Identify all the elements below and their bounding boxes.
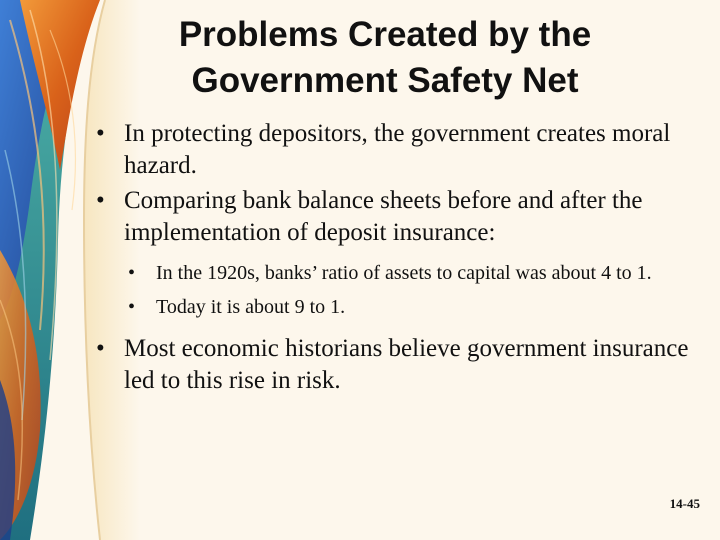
bullet-text: Most economic historians believe government insurance led to this rise in risk. [124,335,689,394]
bullet-marker: • [96,187,105,214]
slide-title-line-1: Problems Created by the [178,15,592,54]
sub-bullet-text: Today it is about 9 to 1. [156,296,346,318]
bullet-marker: • [96,335,105,362]
page-number: 14-45 [669,496,700,511]
sub-bullet-text: In the 1920s, banks’ ratio of assets to capital was about 4 to 1. [156,262,652,284]
slide-title-line-2: Government Safety Net [191,61,579,100]
bullet-list [92,118,692,400]
bullet-item [92,333,692,397]
bullet-item [92,185,692,249]
sub-bullet-item [92,259,692,287]
bullet-text: In protecting depositors, the government creates moral hazard. [124,120,671,179]
slide-title [110,12,660,104]
sub-bullet-list [92,259,692,321]
sub-bullet-marker: • [128,262,136,284]
sub-bullet-marker: • [128,296,136,318]
bullet-marker: • [96,120,105,147]
bullet-text: Comparing bank balance sheets before and after the implementation of deposit insurance: [124,187,643,246]
bullet-item [92,118,692,182]
sub-bullet-item [92,293,692,321]
